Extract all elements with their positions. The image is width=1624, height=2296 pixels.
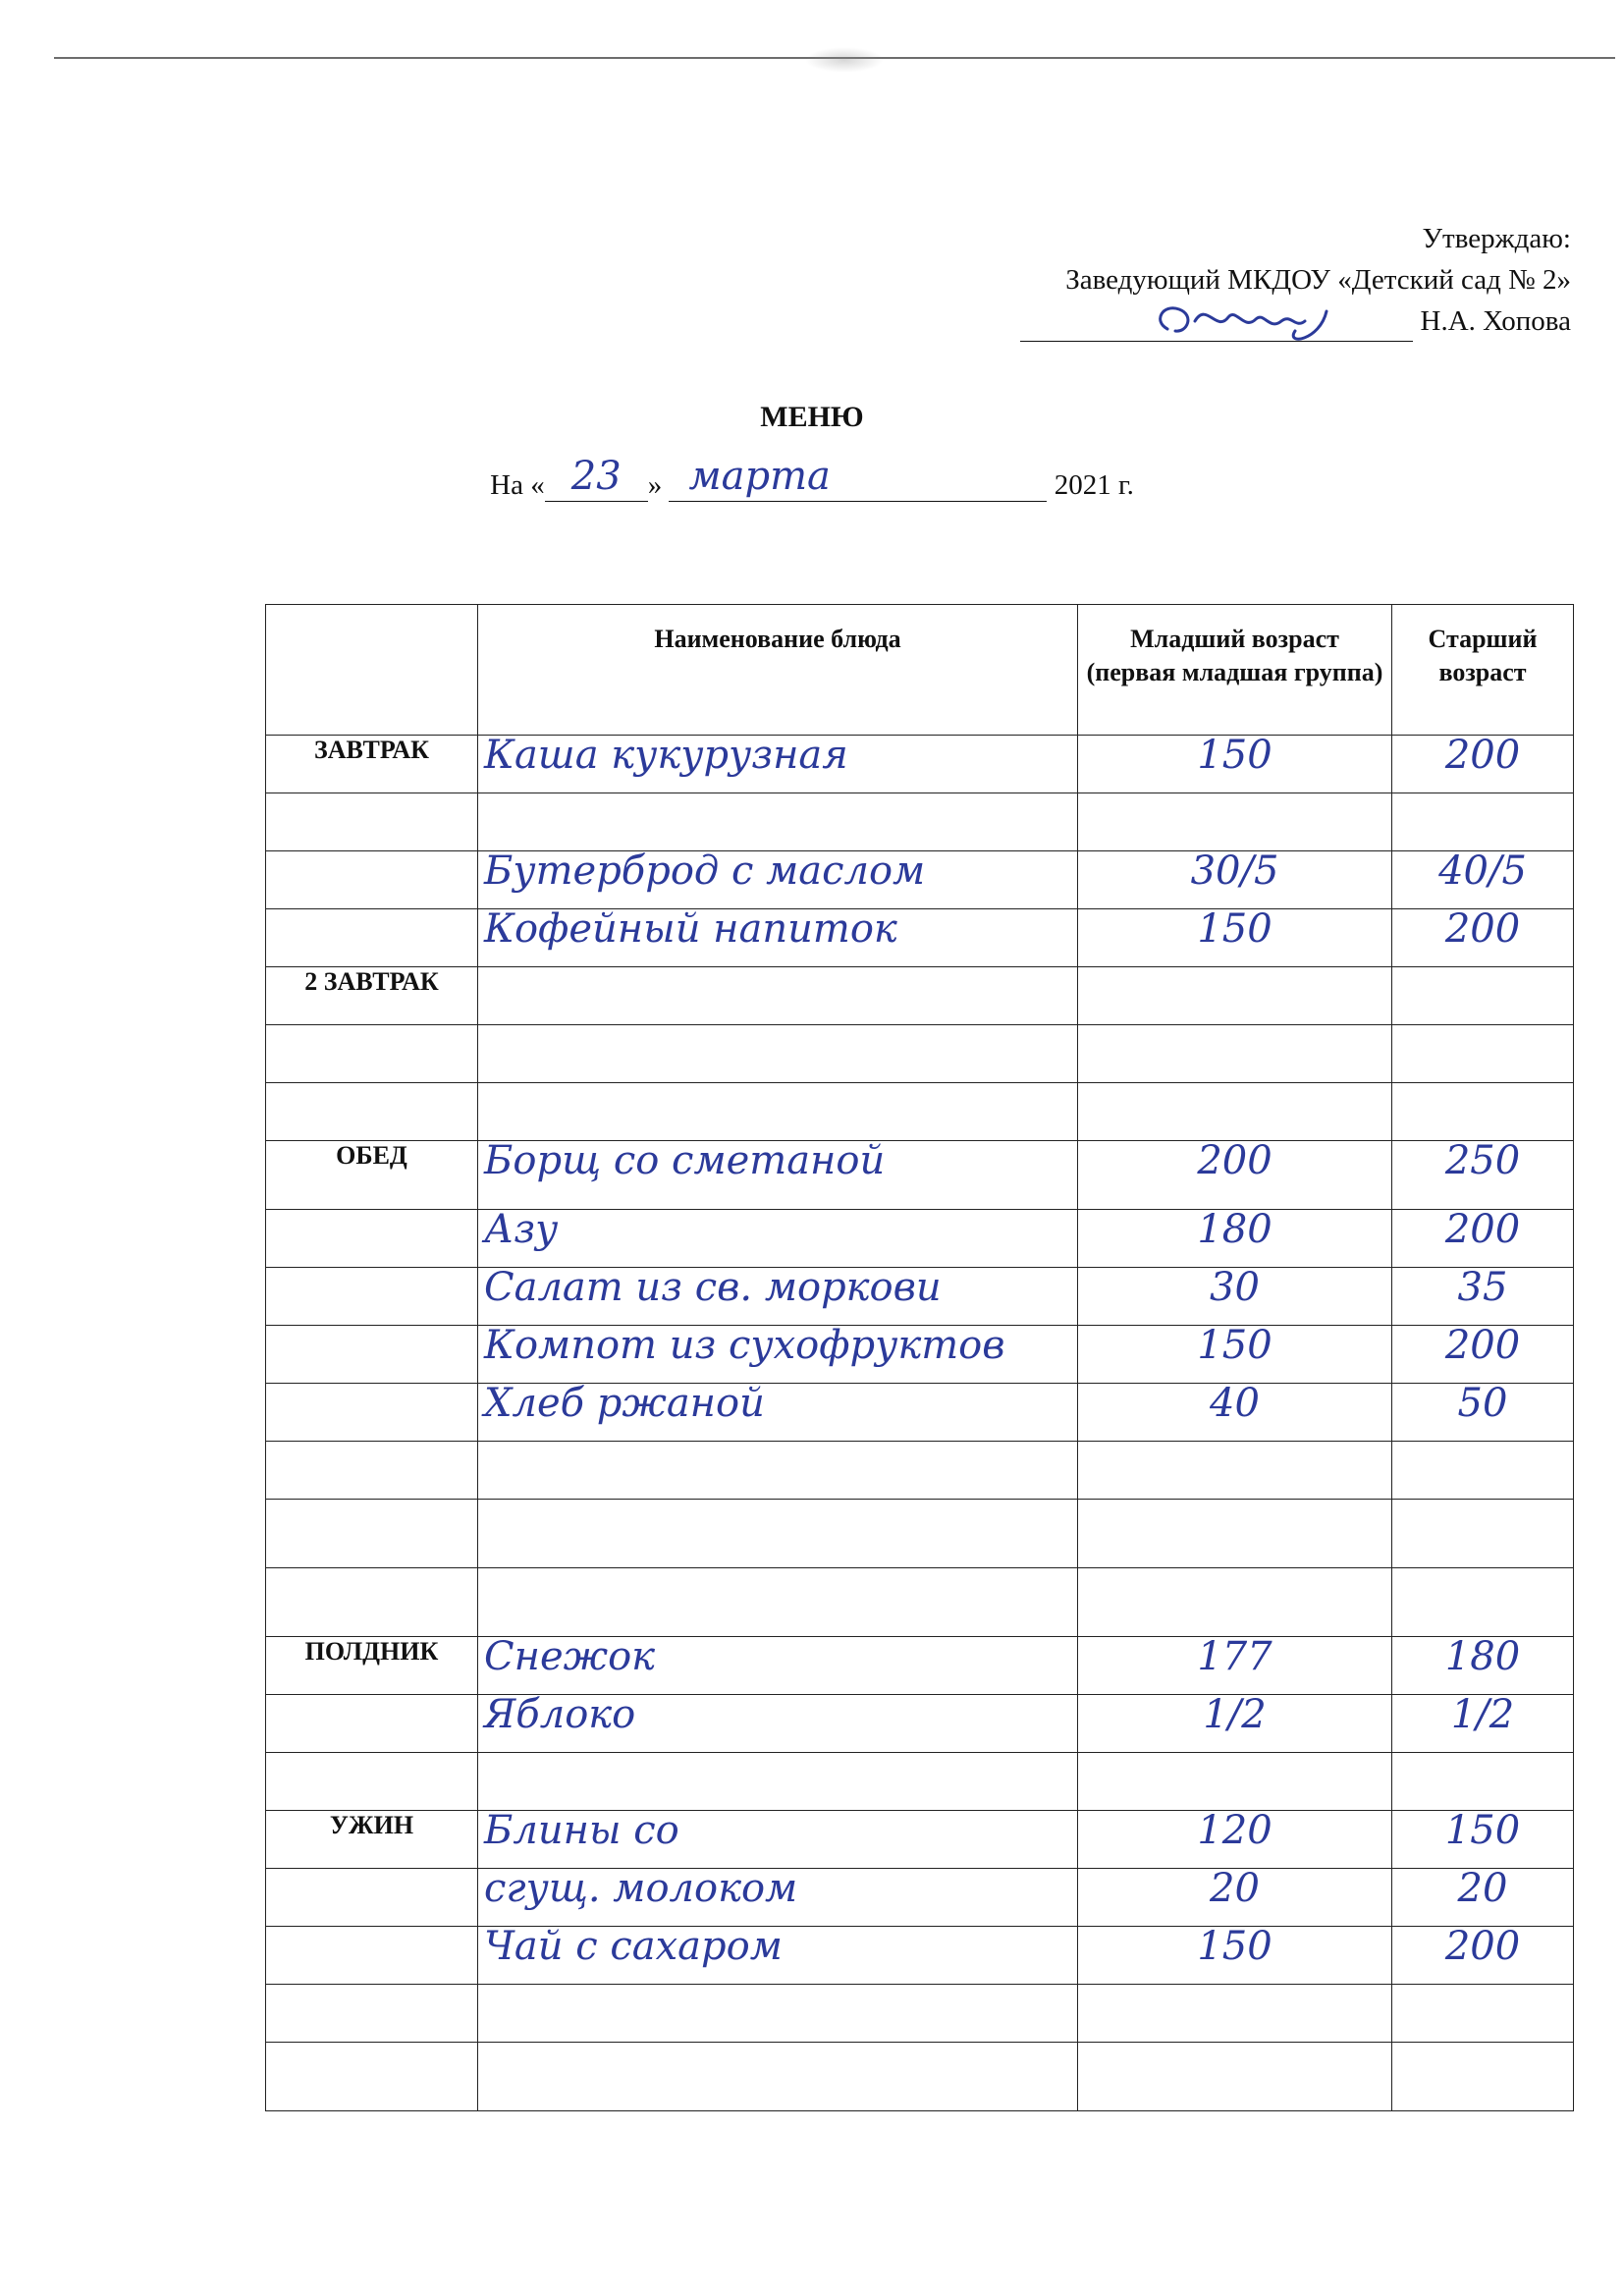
meal-cell bbox=[266, 909, 478, 967]
approval-signer: Н.А. Хопова bbox=[1420, 305, 1571, 337]
approval-signature-line bbox=[1020, 301, 1571, 342]
table-row bbox=[266, 1927, 1574, 1985]
header-old: Старший возраст bbox=[1392, 605, 1574, 736]
meal-cell bbox=[266, 1083, 478, 1141]
young-portion-cell: 150 bbox=[1078, 1326, 1392, 1384]
old-portion-cell: 250 bbox=[1392, 1141, 1574, 1210]
table-row bbox=[266, 1500, 1574, 1568]
dish-cell: Салат из св. моркови bbox=[478, 1268, 1078, 1326]
table-row bbox=[266, 1869, 1574, 1927]
dish-cell bbox=[478, 1442, 1078, 1500]
table-row bbox=[266, 1384, 1574, 1442]
dish-cell bbox=[478, 967, 1078, 1025]
meal-cell bbox=[266, 1025, 478, 1083]
scan-smudge bbox=[805, 47, 884, 73]
old-portion-cell: 50 bbox=[1392, 1384, 1574, 1442]
dish-cell bbox=[478, 1568, 1078, 1637]
menu-table bbox=[265, 604, 1574, 2111]
dish-cell: Чай с сахаром bbox=[478, 1927, 1078, 1985]
young-portion-cell: 180 bbox=[1078, 1210, 1392, 1268]
old-portion-cell: 150 bbox=[1392, 1811, 1574, 1869]
young-portion-cell bbox=[1078, 2043, 1392, 2111]
old-portion-cell bbox=[1392, 1568, 1574, 1637]
table-row bbox=[266, 1210, 1574, 1268]
table-row bbox=[266, 851, 1574, 909]
old-portion-cell bbox=[1392, 1025, 1574, 1083]
old-portion-cell: 180 bbox=[1392, 1637, 1574, 1695]
young-portion-cell bbox=[1078, 967, 1392, 1025]
young-portion-cell: 30 bbox=[1078, 1268, 1392, 1326]
meal-cell: ЗАВТРАК bbox=[266, 736, 478, 793]
meal-cell bbox=[266, 1210, 478, 1268]
table-row bbox=[266, 793, 1574, 851]
old-portion-cell bbox=[1392, 1985, 1574, 2043]
old-portion-cell bbox=[1392, 793, 1574, 851]
meal-cell bbox=[266, 2043, 478, 2111]
signature-mark bbox=[1148, 292, 1334, 351]
table-row bbox=[266, 1442, 1574, 1500]
menu-table-body bbox=[266, 736, 1574, 2111]
young-portion-cell bbox=[1078, 1985, 1392, 2043]
meal-cell bbox=[266, 1268, 478, 1326]
old-portion-cell bbox=[1392, 1083, 1574, 1141]
young-portion-cell: 150 bbox=[1078, 736, 1392, 793]
meal-cell bbox=[266, 1753, 478, 1811]
date-prefix: На « bbox=[490, 469, 545, 501]
dish-cell bbox=[478, 2043, 1078, 2111]
table-row bbox=[266, 967, 1574, 1025]
approval-heading: Утверждаю: bbox=[1422, 223, 1571, 254]
meal-cell bbox=[266, 1442, 478, 1500]
old-portion-cell: 200 bbox=[1392, 736, 1574, 793]
dish-cell bbox=[478, 1025, 1078, 1083]
young-portion-cell bbox=[1078, 1753, 1392, 1811]
old-portion-cell: 35 bbox=[1392, 1268, 1574, 1326]
dish-cell: Азу bbox=[478, 1210, 1078, 1268]
header-young: Младший возраст (первая младшая группа) bbox=[1078, 605, 1392, 736]
young-portion-cell: 40 bbox=[1078, 1384, 1392, 1442]
young-portion-cell bbox=[1078, 1442, 1392, 1500]
dish-cell bbox=[478, 793, 1078, 851]
old-portion-cell: 200 bbox=[1392, 909, 1574, 967]
table-row bbox=[266, 1083, 1574, 1141]
table-row bbox=[266, 1568, 1574, 1637]
approval-position: Заведующий МКДОУ «Детский сад № 2» bbox=[1065, 264, 1571, 296]
date-month-field bbox=[669, 454, 1047, 502]
dish-cell bbox=[478, 1753, 1078, 1811]
table-row bbox=[266, 736, 1574, 793]
old-portion-cell bbox=[1392, 2043, 1574, 2111]
menu-date-line bbox=[0, 454, 1624, 502]
young-portion-cell: 150 bbox=[1078, 1927, 1392, 1985]
dish-cell bbox=[478, 1083, 1078, 1141]
table-row bbox=[266, 1985, 1574, 2043]
dish-cell bbox=[478, 1500, 1078, 1568]
date-day: 23 bbox=[570, 454, 622, 499]
table-row bbox=[266, 2043, 1574, 2111]
young-portion-cell: 120 bbox=[1078, 1811, 1392, 1869]
old-portion-cell bbox=[1392, 1500, 1574, 1568]
document-title: МЕНЮ bbox=[760, 401, 864, 433]
date-day-field bbox=[545, 454, 648, 502]
table-row bbox=[266, 1811, 1574, 1869]
table-row bbox=[266, 1141, 1574, 1210]
dish-cell: Борщ со сметаной bbox=[478, 1141, 1078, 1210]
meal-cell bbox=[266, 1500, 478, 1568]
table-row bbox=[266, 1025, 1574, 1083]
meal-cell: 2 ЗАВТРАК bbox=[266, 967, 478, 1025]
meal-cell bbox=[266, 793, 478, 851]
table-row bbox=[266, 1637, 1574, 1695]
old-portion-cell: 40/5 bbox=[1392, 851, 1574, 909]
dish-cell: Кофейный напиток bbox=[478, 909, 1078, 967]
dish-cell bbox=[478, 1985, 1078, 2043]
young-portion-cell: 200 bbox=[1078, 1141, 1392, 1210]
meal-cell bbox=[266, 1927, 478, 1985]
old-portion-cell bbox=[1392, 1442, 1574, 1500]
meal-cell bbox=[266, 1326, 478, 1384]
dish-cell: сгущ. молоком bbox=[478, 1869, 1078, 1927]
meal-cell bbox=[266, 1384, 478, 1442]
old-portion-cell: 1/2 bbox=[1392, 1695, 1574, 1753]
dish-cell: Снежок bbox=[478, 1637, 1078, 1695]
dish-cell: Яблоко bbox=[478, 1695, 1078, 1753]
young-portion-cell bbox=[1078, 1025, 1392, 1083]
young-portion-cell: 150 bbox=[1078, 909, 1392, 967]
young-portion-cell: 30/5 bbox=[1078, 851, 1392, 909]
old-portion-cell: 200 bbox=[1392, 1927, 1574, 1985]
old-portion-cell bbox=[1392, 1753, 1574, 1811]
table-row bbox=[266, 909, 1574, 967]
young-portion-cell bbox=[1078, 1500, 1392, 1568]
meal-cell bbox=[266, 1568, 478, 1637]
date-year: 2021 г. bbox=[1054, 469, 1134, 501]
dish-cell: Бутерброд с маслом bbox=[478, 851, 1078, 909]
young-portion-cell: 20 bbox=[1078, 1869, 1392, 1927]
young-portion-cell bbox=[1078, 1568, 1392, 1637]
young-portion-cell bbox=[1078, 1083, 1392, 1141]
meal-cell bbox=[266, 851, 478, 909]
table-row bbox=[266, 1326, 1574, 1384]
approval-block bbox=[1020, 218, 1571, 342]
meal-cell: УЖИН bbox=[266, 1811, 478, 1869]
table-header-row bbox=[266, 605, 1574, 736]
dish-cell: Каша кукурузная bbox=[478, 736, 1078, 793]
date-mid: » bbox=[647, 469, 663, 501]
dish-cell: Блины со bbox=[478, 1811, 1078, 1869]
signature-blank bbox=[1020, 309, 1413, 342]
meal-cell bbox=[266, 1695, 478, 1753]
meal-cell bbox=[266, 1985, 478, 2043]
header-meal bbox=[266, 605, 478, 736]
table-row bbox=[266, 1268, 1574, 1326]
dish-cell: Компот из сухофруктов bbox=[478, 1326, 1078, 1384]
meal-cell bbox=[266, 1869, 478, 1927]
young-portion-cell: 1/2 bbox=[1078, 1695, 1392, 1753]
old-portion-cell bbox=[1392, 967, 1574, 1025]
table-row bbox=[266, 1695, 1574, 1753]
dish-cell: Хлеб ржаной bbox=[478, 1384, 1078, 1442]
meal-cell: ОБЕД bbox=[266, 1141, 478, 1210]
old-portion-cell: 200 bbox=[1392, 1326, 1574, 1384]
old-portion-cell: 20 bbox=[1392, 1869, 1574, 1927]
table-row bbox=[266, 1753, 1574, 1811]
young-portion-cell bbox=[1078, 793, 1392, 851]
young-portion-cell: 177 bbox=[1078, 1637, 1392, 1695]
meal-cell: ПОЛДНИК bbox=[266, 1637, 478, 1695]
date-month: марта bbox=[688, 454, 831, 499]
header-dish: Наименование блюда bbox=[478, 605, 1078, 736]
old-portion-cell: 200 bbox=[1392, 1210, 1574, 1268]
